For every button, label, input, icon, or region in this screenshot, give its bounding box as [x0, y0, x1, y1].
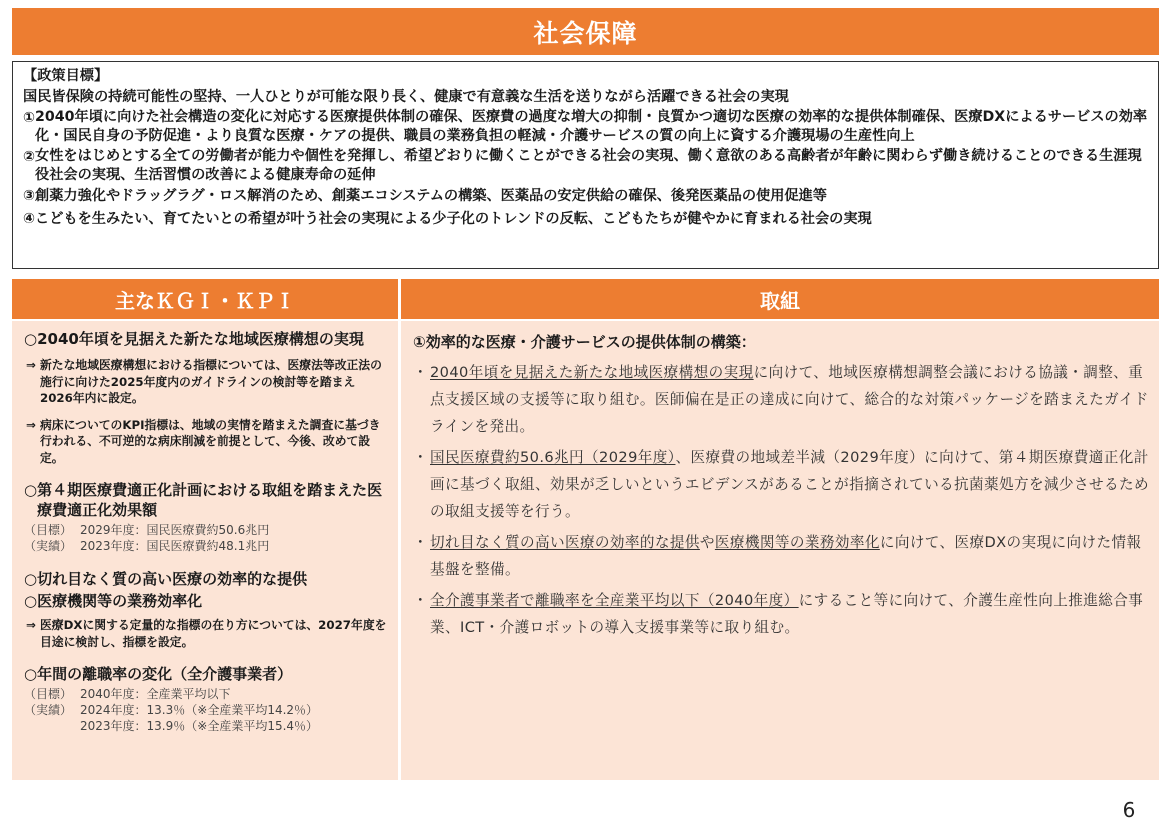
- kpi-actual: [24, 718, 388, 734]
- action-panel: [401, 321, 1159, 780]
- action-rest: に向けて、地域医療構想調整会議における協議・調整、重点支援区域の支援等に取り組む。医師偏在是正の達成に向けて、総合的な対策パッケージを踏まえたガイドラインを発出。: [430, 364, 1149, 435]
- action-item: [413, 587, 1149, 641]
- action-item: [413, 359, 1149, 440]
- action-rest: にすること等に向けて、介護生産性向上推進総合事業、ICT・介護ロボットの導入支援事業等に取り組む。: [430, 592, 1144, 636]
- goal-number: ②: [23, 149, 36, 165]
- kpi-note-text: 病床についてのKPI指標は、地域の実情を踏まえた調査に基づき行われる、不可逆的な病床削減を前提として、今後、改めて設定。: [40, 417, 381, 465]
- kpi-title: [24, 664, 388, 684]
- arrow-marker: ⇒: [26, 358, 36, 372]
- bullet-marker: ・: [413, 592, 428, 609]
- kpi-target-value: 2029年度：国民医療費約50.6兆円: [80, 523, 270, 537]
- arrow-marker: ⇒: [26, 618, 36, 632]
- kpi-title-text: 第４期医療費適正化計画における取組を踏まえた医療費適正化効果額: [37, 481, 383, 519]
- kpi-target: [24, 686, 388, 702]
- policy-goals-heading: 【政策目標】: [23, 68, 109, 84]
- goal-text: 創薬力強化やドラッグラグ・ロス解消のため、創薬エコシステムの構築、医薬品の安定供給の確保、後発医薬品の使用促進等: [35, 188, 827, 204]
- circle-marker: ○: [24, 665, 38, 683]
- policy-goal-item: [23, 108, 1148, 145]
- page-number: 6: [1122, 798, 1136, 822]
- bullet-marker: ・: [413, 534, 428, 551]
- action-item: [413, 444, 1149, 525]
- action-rest: に向けて、医療DXの実現に向けた情報基盤を整備。: [430, 534, 1142, 578]
- action-highlight: 国民医療費約50.6兆円（2029年度）: [430, 449, 676, 466]
- kpi-title-text: 年間の離職率の変化（全介護事業者）: [37, 665, 293, 683]
- action-heading: ①効率的な医療・介護サービスの提供体制の構築：: [413, 333, 756, 351]
- action-rest: 、医療費の地域差半減（2029年度）に向けて、第４期医療費適正化計画に基づく取組、効果が乏しいというエビデンスがあることが指摘されている抗菌薬処方を減少させるための取組支援等を行う。: [430, 449, 1149, 520]
- action-highlight: 切れ目なく質の高い医療の効率的な提供: [430, 534, 700, 551]
- kpi-note-text: 医療DXに関する定量的な指標の在り方については、2027年度を目途に検討し、指標を設定。: [40, 618, 387, 649]
- goal-text: こどもを生みたい、育てたいとの希望が叶う社会の実現による少子化のトレンドの反転、こどもたちが健やかに育まれる社会の実現: [35, 211, 872, 227]
- goal-number: ③: [23, 188, 36, 204]
- policy-goal-item: [23, 209, 1148, 230]
- arrow-marker: ⇒: [26, 417, 36, 432]
- kpi-actual-value: 2024年度：13.3％（※全産業平均14.2％）: [80, 703, 319, 717]
- kpi-title: [24, 591, 388, 611]
- policy-goal-item: [23, 147, 1148, 184]
- kpi-actual: [24, 702, 388, 718]
- policy-goals-intro: 国民皆保険の持続可能性の堅持、一人ひとりが可能な限り長く、健康で有意義な生活を送りながら活躍できる社会の実現: [23, 89, 789, 105]
- kpi-title-text: 切れ目なく質の高い医療の効率的な提供: [37, 570, 308, 588]
- kpi-title-text: 2040年頃を見据えた新たな地域医療構想の実現: [37, 330, 364, 348]
- kpi-panel: [12, 321, 398, 780]
- kpi-target: [24, 522, 388, 538]
- action-highlight: 医療機関等の業務効率化: [714, 534, 880, 551]
- goal-number: ④: [23, 211, 36, 227]
- action-highlight: 2040年頃を見据えた新たな地域医療構想の実現: [430, 364, 754, 381]
- kpi-actual-value: 2023年度：国民医療費約48.1兆円: [80, 539, 270, 553]
- kpi-column-header: 主なＫＧＩ・ＫＰＩ: [12, 279, 398, 319]
- kpi-note: [26, 417, 388, 467]
- action-rest: や: [699, 534, 715, 551]
- bullet-marker: ・: [413, 364, 428, 381]
- circle-marker: ○: [24, 570, 38, 588]
- action-item: [413, 529, 1149, 583]
- action-text: [430, 444, 1149, 525]
- goal-text: 2040年頃に向けた社会構造の変化に対応する医療提供体制の確保、医療費の過度な増大の抑制・良質かつ適切な医療の効率的な提供体制確保、医療DXによるサービスの効率化・国民自身の予防促進・より良質な医療・ケアの提供、職員の業務負担の軽減・介護サービスの質の向上に資する介護現場の生産性向上: [35, 109, 1148, 144]
- action-text: [430, 587, 1149, 641]
- page-title: 社会保障: [12, 8, 1159, 55]
- kpi-note-text: 新たな地域医療構想における指標については、医療法等改正法の施行に向けた2025年度内のガイドラインの検討等を踏まえ2026年内に設定。: [40, 358, 382, 405]
- kpi-target-value: 2040年度：全産業平均以下: [80, 687, 231, 701]
- kpi-title: [24, 480, 388, 520]
- kpi-title: [24, 569, 388, 589]
- action-column-header: 取組: [401, 279, 1159, 319]
- kpi-actual-value: 2023年度：13.9％（※全産業平均15.4％）: [80, 719, 319, 733]
- policy-goals-box: [12, 61, 1159, 269]
- circle-marker: ○: [24, 481, 38, 499]
- goal-text: 女性をはじめとする全ての労働者が能力や個性を発揮し、希望どおりに働くことができる社会の実現、働く意欲のある高齢者が年齢に関わらず働き続けることのできる生涯現役社会の実現、生活習慣の改善による健康寿命の延伸: [35, 148, 1142, 183]
- goal-number: ①: [23, 110, 36, 126]
- circle-marker: ○: [24, 330, 38, 348]
- kpi-target-label: （目標）: [24, 687, 73, 701]
- kpi-note: [26, 357, 388, 407]
- action-text: [430, 359, 1149, 440]
- policy-goal-item: [23, 186, 1148, 207]
- bullet-marker: ・: [413, 449, 428, 466]
- action-text: [430, 529, 1149, 583]
- kpi-actual: [24, 538, 388, 554]
- kpi-target-label: （目標）: [24, 523, 73, 537]
- kpi-title-text: 医療機関等の業務効率化: [37, 592, 203, 610]
- kpi-actual-label: （実績）: [24, 703, 73, 717]
- kpi-actual-label: （実績）: [24, 539, 73, 553]
- circle-marker: ○: [24, 592, 38, 610]
- kpi-title: [24, 329, 388, 349]
- action-highlight: 全介護事業者で離職率を全産業平均以下（2040年度）: [430, 592, 799, 609]
- kpi-note: [26, 617, 388, 650]
